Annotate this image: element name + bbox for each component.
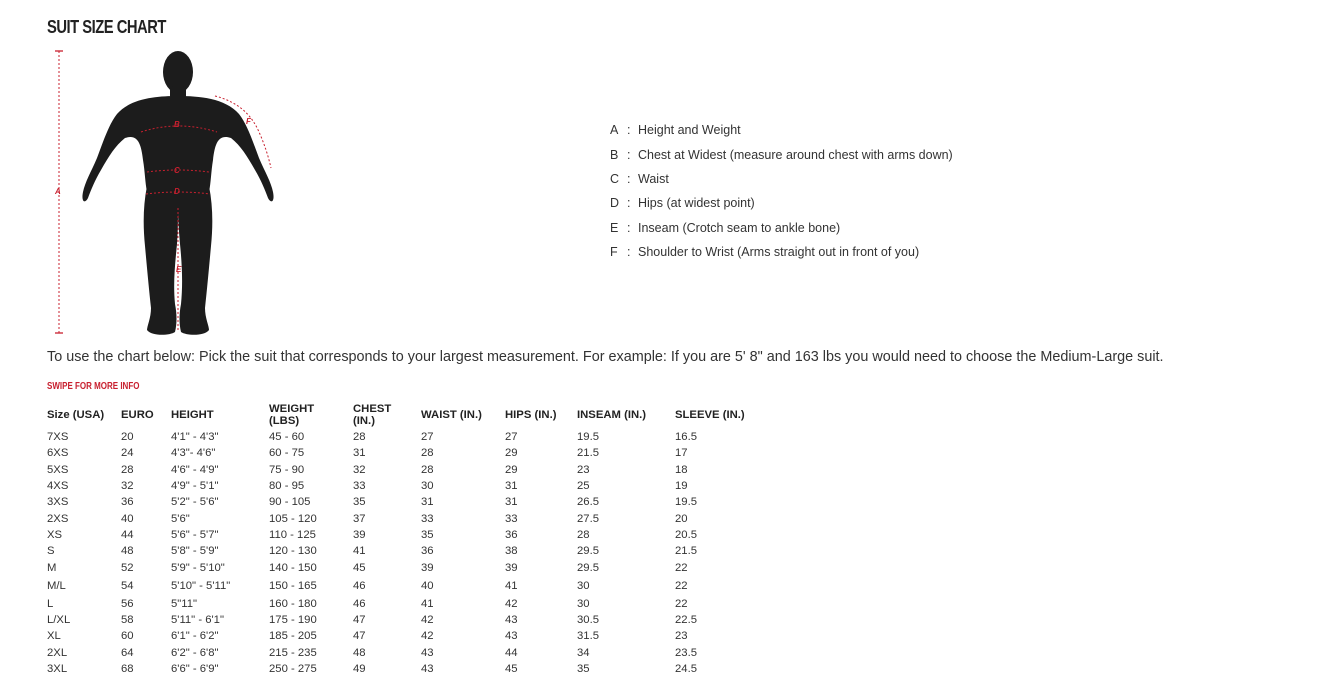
table-cell: 31 bbox=[505, 480, 518, 493]
table-cell: 42 bbox=[421, 614, 434, 627]
table-header-row bbox=[45, 401, 753, 429]
table-cell: 22 bbox=[675, 561, 688, 574]
legend-separator: : bbox=[627, 220, 631, 235]
table-row bbox=[45, 527, 753, 543]
table-cell: XL bbox=[47, 630, 61, 643]
table-row bbox=[45, 645, 753, 661]
table-cell: 54 bbox=[121, 579, 134, 592]
table-cell: 7XS bbox=[47, 431, 69, 444]
table-cell: 41 bbox=[505, 579, 518, 592]
table-cell: 43 bbox=[421, 663, 434, 675]
table-cell: 28 bbox=[353, 431, 366, 444]
legend-separator: : bbox=[627, 196, 631, 211]
table-cell: 120 - 130 bbox=[269, 545, 317, 558]
table-cell: 48 bbox=[353, 646, 366, 659]
label-a: A bbox=[55, 187, 61, 196]
table-cell: 43 bbox=[505, 614, 518, 627]
table-cell: 30 bbox=[577, 579, 590, 592]
table-cell: 185 - 205 bbox=[269, 630, 317, 643]
table-row bbox=[45, 478, 753, 494]
table-cell: 3XS bbox=[47, 496, 69, 509]
table-cell: 3XL bbox=[47, 663, 68, 675]
table-cell: S bbox=[47, 545, 55, 558]
table-cell: L/XL bbox=[47, 614, 71, 627]
column-header: EURO bbox=[121, 409, 154, 421]
legend-key: A bbox=[610, 123, 619, 138]
table-cell: 38 bbox=[505, 545, 518, 558]
size-table bbox=[45, 401, 753, 677]
table-cell: 18 bbox=[675, 463, 688, 476]
column-header: WAIST (IN.) bbox=[421, 409, 482, 421]
table-cell: 39 bbox=[505, 561, 518, 574]
table-cell: 29 bbox=[505, 463, 518, 476]
table-cell: 75 - 90 bbox=[269, 463, 305, 476]
table-cell: 28 bbox=[421, 463, 434, 476]
table-cell: 52 bbox=[121, 561, 134, 574]
table-cell: 32 bbox=[353, 463, 366, 476]
table-cell: 6'6" - 6'9" bbox=[171, 663, 219, 675]
legend-item bbox=[610, 118, 953, 142]
table-cell: 47 bbox=[353, 630, 366, 643]
table-cell: 19 bbox=[675, 480, 688, 493]
table-cell: 45 bbox=[505, 663, 518, 675]
table-cell: 45 bbox=[353, 561, 366, 574]
table-cell: 43 bbox=[505, 630, 518, 643]
intro-text: To use the chart below: Pick the suit that corresponds to your largest measurement. For example: If you are 5' 8" and 163 lbs you would need to choose the Medium-Large suit. bbox=[47, 349, 1164, 365]
page-title: SUIT SIZE CHART bbox=[47, 17, 166, 37]
legend-item bbox=[610, 142, 953, 166]
table-cell: 30 bbox=[421, 480, 434, 493]
table-cell: 6'2" - 6'8" bbox=[171, 646, 219, 659]
table-row bbox=[45, 445, 753, 461]
legend-key: D bbox=[610, 196, 620, 211]
table-cell: 160 - 180 bbox=[269, 597, 317, 610]
legend-text: Chest at Widest (measure around chest with arms down) bbox=[638, 147, 953, 162]
table-cell: 42 bbox=[421, 630, 434, 643]
legend-text: Shoulder to Wrist (Arms straight out in front of you) bbox=[638, 245, 920, 260]
table-cell: 45 - 60 bbox=[269, 431, 305, 444]
table-cell: 60 bbox=[121, 630, 134, 643]
column-header: Size (USA) bbox=[47, 409, 105, 421]
table-cell: 28 bbox=[121, 463, 134, 476]
table-cell: 36 bbox=[421, 545, 434, 558]
table-cell: 32 bbox=[121, 480, 134, 493]
table-cell: 27 bbox=[421, 431, 434, 444]
table-cell: 29.5 bbox=[577, 561, 599, 574]
label-e: E bbox=[176, 265, 182, 274]
table-cell: 30.5 bbox=[577, 614, 599, 627]
table-cell: 36 bbox=[121, 496, 134, 509]
table-row bbox=[45, 494, 753, 510]
table-cell: 44 bbox=[505, 646, 518, 659]
legend-separator: : bbox=[627, 245, 631, 260]
table-cell: 17 bbox=[675, 447, 688, 460]
table-cell: 4'6" - 4'9" bbox=[171, 463, 219, 476]
column-header: WEIGHT (LBS) bbox=[269, 403, 315, 427]
table-cell: 2XL bbox=[47, 646, 68, 659]
table-cell: 35 bbox=[421, 528, 434, 541]
table-cell: 58 bbox=[121, 614, 134, 627]
table-row bbox=[45, 559, 753, 575]
legend-text: Hips (at widest point) bbox=[638, 196, 755, 211]
table-row bbox=[45, 510, 753, 526]
table-cell: 25 bbox=[577, 480, 590, 493]
table-cell: 140 - 150 bbox=[269, 561, 317, 574]
table-cell: 49 bbox=[353, 663, 366, 675]
table-row bbox=[45, 429, 753, 445]
table-cell: 20.5 bbox=[675, 528, 697, 541]
table-cell: 20 bbox=[675, 512, 688, 525]
measurement-legend bbox=[610, 118, 953, 264]
table-cell: 22 bbox=[675, 597, 688, 610]
table-cell: 21.5 bbox=[577, 447, 599, 460]
table-cell: 19.5 bbox=[675, 496, 697, 509]
table-cell: 26.5 bbox=[577, 496, 599, 509]
label-c: C bbox=[174, 166, 180, 175]
table-body bbox=[45, 429, 753, 677]
table-cell: 5'2" - 5'6" bbox=[171, 496, 219, 509]
table-cell: 175 - 190 bbox=[269, 614, 317, 627]
table-row bbox=[45, 612, 753, 628]
table-cell: 5'10" - 5'11" bbox=[171, 579, 231, 592]
label-d: D bbox=[174, 187, 180, 196]
table-cell: 16.5 bbox=[675, 431, 697, 444]
table-cell: 68 bbox=[121, 663, 134, 675]
legend-key: C bbox=[610, 171, 620, 186]
table-cell: M bbox=[47, 561, 57, 574]
table-cell: 23 bbox=[577, 463, 590, 476]
table-cell: 48 bbox=[121, 545, 134, 558]
table-cell: 4'9" - 5'1" bbox=[171, 480, 219, 493]
table-row bbox=[45, 596, 753, 612]
table-cell: 5'11" - 6'1" bbox=[171, 614, 224, 627]
column-header: SLEEVE (IN.) bbox=[675, 409, 745, 421]
table-cell: 4'3"- 4'6" bbox=[171, 447, 216, 460]
table-cell: 40 bbox=[121, 512, 134, 525]
table-row bbox=[45, 628, 753, 644]
table-row bbox=[45, 576, 753, 596]
table-cell: 40 bbox=[421, 579, 434, 592]
table-cell: 43 bbox=[421, 646, 434, 659]
table-cell: 39 bbox=[353, 528, 366, 541]
table-cell: 24.5 bbox=[675, 663, 697, 675]
table-cell: 19.5 bbox=[577, 431, 599, 444]
table-cell: 21.5 bbox=[675, 545, 697, 558]
table-cell: XS bbox=[47, 528, 63, 541]
table-cell: 56 bbox=[121, 597, 134, 610]
table-cell: 28 bbox=[421, 447, 434, 460]
table-cell: 44 bbox=[121, 528, 134, 541]
legend-item bbox=[610, 216, 953, 240]
table-cell: 6'1" - 6'2" bbox=[171, 630, 219, 643]
table-cell: 80 - 95 bbox=[269, 480, 305, 493]
table-row bbox=[45, 543, 753, 559]
label-f: F bbox=[246, 117, 251, 126]
table-cell: 35 bbox=[577, 663, 590, 675]
body-measurement-figure bbox=[47, 46, 287, 338]
table-cell: 29.5 bbox=[577, 545, 599, 558]
legend-separator: : bbox=[627, 171, 631, 186]
table-cell: 5"11" bbox=[171, 597, 198, 610]
legend-key: B bbox=[610, 147, 619, 162]
legend-text: Waist bbox=[638, 171, 669, 186]
table-cell: 5XS bbox=[47, 463, 69, 476]
table-cell: 5'8" - 5'9" bbox=[171, 545, 219, 558]
table-cell: 47 bbox=[353, 614, 366, 627]
table-cell: 4XS bbox=[47, 480, 69, 493]
legend-item bbox=[610, 240, 953, 264]
column-header: HEIGHT bbox=[171, 409, 214, 421]
legend-key: E bbox=[610, 220, 619, 235]
table-cell: 23.5 bbox=[675, 646, 697, 659]
table-cell: 37 bbox=[353, 512, 366, 525]
table-cell: 46 bbox=[353, 579, 366, 592]
table-cell: 5'6" - 5'7" bbox=[171, 528, 219, 541]
table-cell: 34 bbox=[577, 646, 590, 659]
table-cell: 30 bbox=[577, 597, 590, 610]
column-header: CHEST (IN.) bbox=[353, 403, 392, 427]
table-cell: 33 bbox=[421, 512, 434, 525]
table-cell: 22.5 bbox=[675, 614, 697, 627]
swipe-hint: SWIPE FOR MORE INFO bbox=[47, 381, 140, 392]
column-header: HIPS (IN.) bbox=[505, 409, 557, 421]
table-cell: 20 bbox=[121, 431, 134, 444]
table-cell: 46 bbox=[353, 597, 366, 610]
table-cell: 24 bbox=[121, 447, 134, 460]
table-cell: M/L bbox=[47, 579, 66, 592]
table-cell: 33 bbox=[505, 512, 518, 525]
table-cell: 41 bbox=[421, 597, 434, 610]
legend-item bbox=[610, 167, 953, 191]
legend-text: Inseam (Crotch seam to ankle bone) bbox=[638, 220, 841, 235]
legend-item bbox=[610, 191, 953, 215]
legend-text: Height and Weight bbox=[638, 123, 741, 138]
table-cell: 28 bbox=[577, 528, 590, 541]
column-header: INSEAM (IN.) bbox=[577, 409, 647, 421]
legend-separator: : bbox=[627, 147, 631, 162]
table-cell: 5'9" - 5'10" bbox=[171, 561, 225, 574]
table-cell: 110 - 125 bbox=[269, 528, 316, 541]
table-cell: 36 bbox=[505, 528, 518, 541]
table-cell: 31.5 bbox=[577, 630, 599, 643]
table-cell: 105 - 120 bbox=[269, 512, 317, 525]
table-cell: 42 bbox=[505, 597, 518, 610]
label-b: B bbox=[174, 120, 180, 129]
table-cell: 2XS bbox=[47, 512, 69, 525]
table-cell: 39 bbox=[421, 561, 434, 574]
table-row bbox=[45, 462, 753, 478]
table-cell: 60 - 75 bbox=[269, 447, 305, 460]
table-cell: 29 bbox=[505, 447, 518, 460]
table-cell: 215 - 235 bbox=[269, 646, 317, 659]
table-cell: 23 bbox=[675, 630, 688, 643]
table-cell: L bbox=[47, 597, 54, 610]
table-cell: 31 bbox=[505, 496, 518, 509]
table-cell: 31 bbox=[353, 447, 366, 460]
table-cell: 31 bbox=[421, 496, 434, 509]
legend-key: F bbox=[610, 245, 618, 260]
legend-separator: : bbox=[627, 123, 631, 138]
table-row bbox=[45, 661, 753, 677]
table-cell: 41 bbox=[353, 545, 366, 558]
table-cell: 35 bbox=[353, 496, 366, 509]
table-cell: 27.5 bbox=[577, 512, 599, 525]
table-cell: 90 - 105 bbox=[269, 496, 311, 509]
table-cell: 64 bbox=[121, 646, 134, 659]
table-cell: 250 - 275 bbox=[269, 663, 317, 675]
table-cell: 5'6" bbox=[171, 512, 190, 525]
table-cell: 27 bbox=[505, 431, 518, 444]
table-cell: 6XS bbox=[47, 447, 69, 460]
table-cell: 22 bbox=[675, 579, 688, 592]
table-cell: 33 bbox=[353, 480, 366, 493]
table-cell: 150 - 165 bbox=[269, 579, 317, 592]
table-cell: 4'1" - 4'3" bbox=[171, 431, 219, 444]
